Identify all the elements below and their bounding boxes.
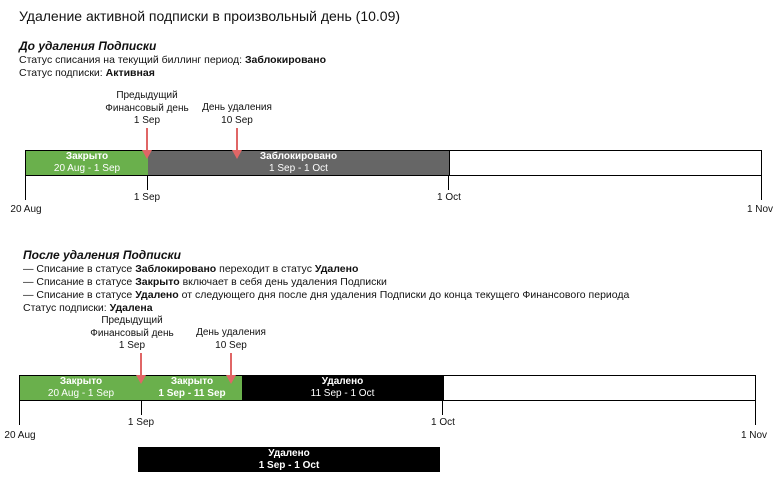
- marker-line: Предыдущий: [116, 90, 178, 101]
- marker-line: Предыдущий: [101, 315, 163, 326]
- segment-label: Закрыто: [170, 376, 214, 387]
- before-subscription-status-value: Активная: [105, 67, 155, 79]
- before-tick: [761, 176, 762, 200]
- before-date-label: 1 Nov: [746, 204, 774, 215]
- marker-line: День удаления: [196, 327, 266, 338]
- after-rule: [23, 289, 629, 302]
- after-date-label: 1 Sep: [127, 417, 155, 428]
- after-tick: [442, 401, 443, 415]
- rule-text: — Списание в статусе: [23, 263, 136, 275]
- rule-status: Заблокировано: [135, 263, 217, 275]
- before-subscription-status: [19, 67, 155, 80]
- before-billing-status-label: Статус списания на текущий биллинг период:: [19, 54, 245, 66]
- marker-line: Финансовый день: [105, 102, 189, 114]
- final-box-range: 1 Sep - 1 Oct: [258, 459, 320, 471]
- before-tick: [448, 176, 449, 190]
- rule-text: — Списание в статусе: [23, 289, 136, 301]
- rule-text: — Списание в статусе: [23, 276, 136, 288]
- after-deleted-period-box: [138, 447, 440, 472]
- before-date-label: 1 Oct: [437, 192, 461, 203]
- segment-label: Закрыто: [65, 151, 109, 162]
- before-billing-status-value: Заблокировано: [244, 54, 326, 66]
- after-segment-deleted: [242, 376, 443, 400]
- before-segment-closed: [26, 151, 148, 175]
- after-date-label: 1 Oct: [431, 417, 455, 428]
- after-timeline-bar: [19, 375, 756, 401]
- rule-text: включает в себя день удаления Подписки: [179, 276, 387, 288]
- rule-status: Удалено: [314, 263, 359, 275]
- after-date-label: 1 Nov: [740, 430, 768, 441]
- rule-text: от следующего дня после дня удаления Подписки до конца текущего Финансового периода: [178, 289, 630, 301]
- after-segment-empty: [443, 376, 755, 400]
- after-marker-delete-day: [186, 327, 276, 352]
- before-tick: [25, 176, 26, 200]
- marker-line: 1 Sep: [118, 340, 146, 351]
- after-marker-prev-financial-day: [82, 315, 182, 353]
- rule-status: Удалено: [135, 289, 179, 301]
- before-date-label: 20 Aug: [10, 204, 42, 215]
- after-tick: [141, 401, 142, 415]
- segment-range: 11 Sep - 1 Oct: [310, 388, 375, 399]
- final-box-label: Удалено: [268, 447, 310, 459]
- after-heading: После удаления Подписки: [23, 248, 181, 262]
- after-subscription-status-value: Удалена: [109, 302, 153, 314]
- segment-label: Закрыто: [59, 376, 103, 387]
- rule-text: переходит в статус: [216, 263, 315, 275]
- marker-line: День удаления: [202, 102, 272, 113]
- segment-range: 1 Sep - 11 Sep: [158, 388, 226, 399]
- after-rule: [23, 276, 387, 289]
- segment-range: 20 Aug - 1 Sep: [47, 388, 115, 399]
- page-title: Удаление активной подписки в произвольный день (10.09): [19, 8, 401, 24]
- segment-range: 20 Aug - 1 Sep: [53, 163, 121, 174]
- after-rule: [23, 263, 358, 276]
- after-date-label: 20 Aug: [4, 430, 36, 441]
- marker-line: 1 Sep: [133, 115, 161, 126]
- after-segment-closed-1: [20, 376, 142, 400]
- segment-label: Заблокировано: [259, 151, 338, 162]
- before-heading: До удаления Подписки: [19, 39, 157, 53]
- before-tick: [147, 176, 148, 190]
- before-timeline-bar: [25, 150, 762, 176]
- segment-label: Удалено: [321, 376, 364, 387]
- before-marker-delete-day: [192, 102, 282, 127]
- marker-line: Финансовый день: [90, 327, 174, 339]
- after-tick: [755, 401, 756, 425]
- rule-status: Закрыто: [135, 276, 180, 288]
- before-segment-empty: [449, 151, 761, 175]
- after-tick: [19, 401, 20, 425]
- before-subscription-status-label: Статус подписки:: [19, 67, 106, 79]
- marker-line: 10 Sep: [215, 339, 247, 351]
- before-marker-prev-financial-day: [97, 90, 197, 128]
- after-subscription-status: [23, 302, 153, 315]
- marker-line: 10 Sep: [221, 114, 253, 126]
- before-segment-blocked: [148, 151, 449, 175]
- before-date-label: 1 Sep: [133, 192, 161, 203]
- segment-range: 1 Sep - 1 Oct: [269, 163, 328, 174]
- after-subscription-status-label: Статус подписки:: [23, 302, 110, 314]
- before-billing-status: [19, 54, 326, 67]
